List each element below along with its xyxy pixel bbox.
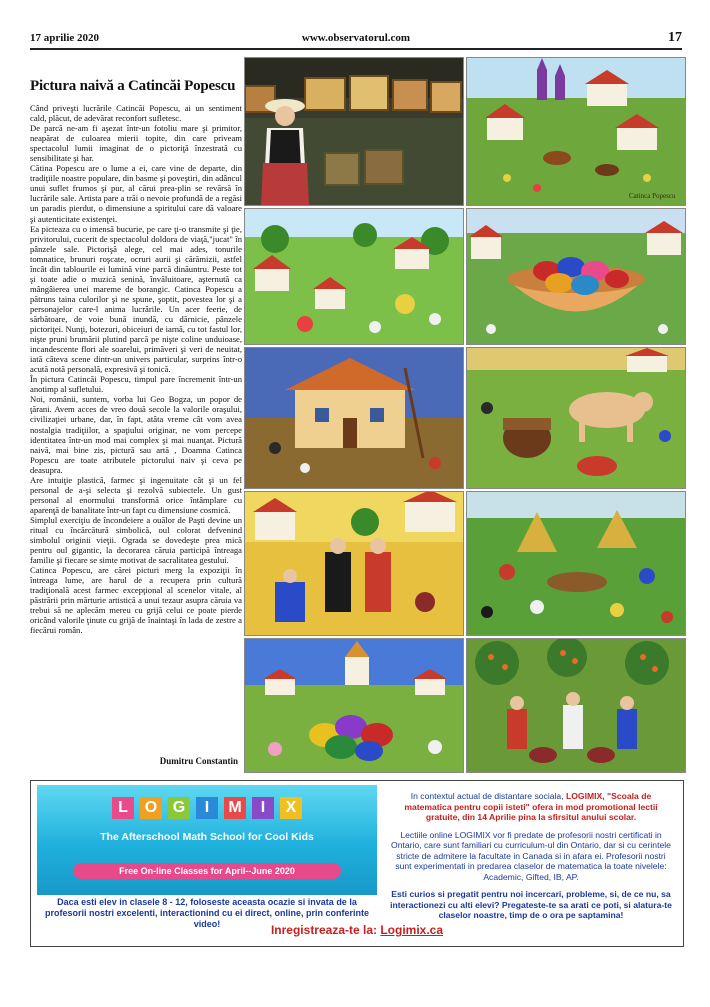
register-label: Inregistreaza-te la: bbox=[270, 923, 381, 937]
article-paragraph: Cătina Popescu are o lume a ei, care vine de departe, din tradiţiile noastre populare, din basme şi poveştiri, din adâncul unui suflet frumos şi pur, al cărui prea-plin se revărsă în lucrările sale. Artista pare a trăi o nevoie profundă de a regăsi un paradis pierdut, o dimensiune a spiritului care dă valoare şi autenticitate existenţei. bbox=[30, 163, 242, 224]
article-paragraph: Are intuiţie plastică, farmec şi ingenuitate cât şi un fel personal de a-şi selecta şi rezolvă subiectele. Un gust personal al enormului transformă orice întâmplare cu aparenţă de banalitate într-un fapt cu dimensiune cosmică. bbox=[30, 474, 242, 515]
logo-letter: O bbox=[140, 797, 162, 819]
painting-easter-eggs-church bbox=[244, 638, 464, 773]
ad-offer-text: , "Scoala de matematica pentru copii isteti" ofera in mod promotional lectii gratuite, din 14 Aprilie pina la sfirsitul anului scolar. bbox=[404, 791, 658, 822]
register-link[interactable]: Logimix.ca bbox=[380, 923, 444, 937]
ad-brand-name: LOGIMIX bbox=[565, 791, 603, 801]
logo-letter: G bbox=[168, 797, 190, 819]
ad-paragraph-prefix: In contextul actual de distantare sociala, bbox=[410, 791, 566, 801]
logo-letter: X bbox=[280, 797, 302, 819]
site-url[interactable]: www.observatorul.com bbox=[301, 32, 411, 44]
article-paragraph: Noi, românii, suntem, vorba lui Geo Bogza, un popor de ţărani. Avem acces de vreo două secole la valorile oraşului, civilizaţiei urbane, dar, în fapt, atâta vreme cât vom avea nostalgia tradiţiilor, a spaţiului originar, ne vom percepe identitatea într-un mod mai complex şi mai nuanţat. Pictură naivă, mai bine zis, pictură sau artă , Doamna Catinca Popescu are toate atributele pictorului naiv şi ceva pe deasupra. bbox=[30, 394, 242, 475]
article-paragraph: De parcă ne-am fi aşezat într-un fotoliu mare şi primitor, neapărat de culoarea mierii topite, din care priveam spectacolul lumii imaginat de o pictoriţă înzestrată cu sensibilitate şi har. bbox=[30, 123, 242, 164]
painting-signature: Catinca Popescu bbox=[629, 192, 676, 200]
article-author: Dumitru Constantin bbox=[159, 756, 238, 766]
register-line bbox=[31, 923, 683, 937]
ad-paragraph: Lectiile online LOGIMIX vor fi predate de profesorii nostri certificati in Ontario, care sunt familiari cu curriculum-ul din Ontario, dar si cu cerintele stricte de admitere la facultate in Canada si in afara ei. Profesorii nostri sunt experimentati in predarea claselor de matematica la toate nivelele: Academic, Gifted, IB, AP. bbox=[391, 829, 671, 882]
article-paragraph: Când priveşti lucrările Catincăi Popescu, ai un sentiment cald, plăcut, de adevărat reconfort sufletesc. bbox=[30, 103, 242, 124]
logo-letter: M bbox=[224, 797, 246, 819]
ad-paragraph: Esti curios si pregatit pentru noi incercari, probleme, si, de ce nu, sa interactionezi cu alti elevi? Pregateste-te sa arati ce poti, si alatura-te claselor noastre, timp de o ora pe saptamina! bbox=[390, 889, 672, 920]
ad-paragraph bbox=[387, 791, 675, 823]
article-paragraph: Ea picteaza cu o imensă bucurie, pe care ţi-o transmite şi ţie, privitorului, cucerit de spectacolul doldora de viaţă,"jucat" în pânzele sale. Pictorişă alege, cel mai ades, tonurile tomnatice, brunuri roşcate, ocruri aurii şi cărămizii, astfel încât din tablourile ei lumină vine parcă dinăuntru. Peste tot şi toate adie o muzică senină, învăluitoare, aşternută ca mângâierea unei mareme de borangic. Catinca Popescu a pătruns taina culorilor şi ne spune, şoptit, povestea lor şi a personajelor care-l anima lucrările. Un acer feerie, de sărbătoare, de voie bună inundă, cu dărnicie, pânzele pictoriţei. Nunţi, botezuri, obiceiuri de iarnă, cu tot fastul lor, nişte pruni brumării plutind parcă pe nişte coline unduioase, incandescente flori ale soarelui, primăveri şi veri de neuitat, iată câteva scene dintr-un univers particular, surprins într-o acută notă personală, expresivă şi tonică. bbox=[30, 223, 242, 375]
ad-invitation-text: Daca esti elev in clasele 8 - 12, foloseste aceasta ocazie si invata de la profesorii nostri excelenti, interactionind cu ei direct, online, prin conferinte video! bbox=[44, 897, 370, 929]
painting-gallery bbox=[244, 57, 684, 773]
logimix-tagline: The Afterschool Math School for Cool Kids bbox=[100, 831, 314, 843]
painting-village-houses bbox=[244, 208, 464, 345]
painting-harvest-field bbox=[466, 491, 686, 636]
painting-house-scene bbox=[244, 347, 464, 489]
page-header bbox=[30, 30, 682, 50]
article-title: Pictura naivă a Catincăi Popescu bbox=[30, 78, 236, 94]
painting-village-church bbox=[466, 57, 686, 206]
logimix-logo bbox=[37, 797, 377, 819]
painting-easter-eggs-bowl bbox=[466, 208, 686, 345]
article-paragraph: În pictura Catincăi Popescu, timpul pare încremenit într-un anotimp al sufletului. bbox=[30, 374, 242, 395]
logo-letter: I bbox=[196, 797, 218, 819]
ad-description bbox=[387, 791, 675, 928]
artist-photo bbox=[244, 57, 464, 206]
painting-orchard-harvest bbox=[466, 638, 686, 773]
painting-women-village bbox=[244, 491, 464, 636]
logo-letter: I bbox=[252, 797, 274, 819]
free-classes-bar: Free On-line Classes for April--June 2020 bbox=[73, 863, 341, 879]
article bbox=[30, 52, 242, 772]
article-paragraph: Catinca Popescu, are cărei picturi merg la expoziţii în întreaga lume, are harul de a recupera prin cultură tradiţională acest farmec excepţional al scenelor vitale, al păstrării prin mărturie artistică a unui tezaur asupra căruia va trebui să ne aplecăm mereu cu grijă celui ce poate pierde oricând valorile ţinute cu grijă de înaintaşi în lada de zestre a fiecărui român. bbox=[30, 565, 242, 636]
issue-date: 17 aprilie 2020 bbox=[30, 32, 100, 44]
painting-ox-well bbox=[466, 347, 686, 489]
article-paragraph: Simplul exerciţiu de încondeiere a ouălor de Paşti devine un ritual cu încărcătură simbolică, oul colorat defvenind simbolul originii vieţii. Ograda se dovedeşte prea mică pentru oul gigantic, la decorarea căruia participă întreaga familie şi fiecare se simte motivat de sacralitatea gestului. bbox=[30, 514, 242, 566]
logimix-advertisement bbox=[30, 780, 684, 947]
article-body bbox=[30, 103, 242, 635]
logo-letter: L bbox=[112, 797, 134, 819]
page-number: 17 bbox=[668, 30, 682, 45]
logimix-banner[interactable] bbox=[37, 785, 377, 895]
